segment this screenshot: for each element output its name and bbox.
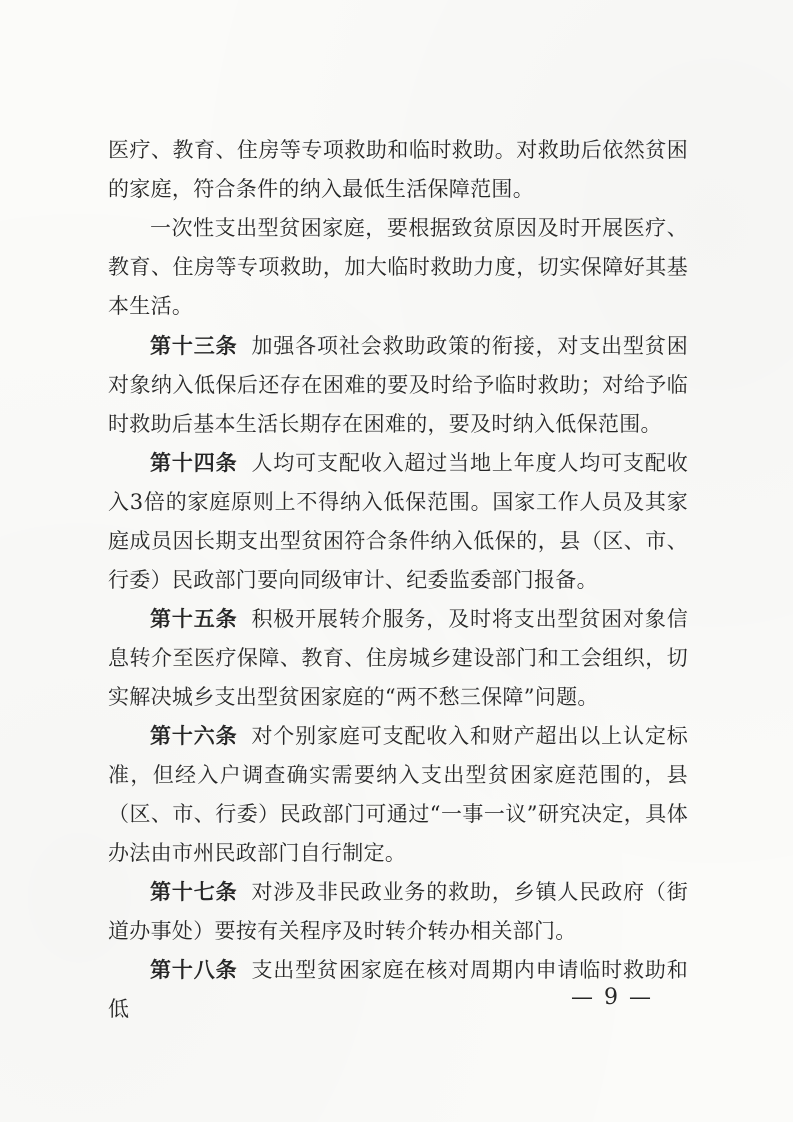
article-number: 第十四条	[150, 450, 238, 475]
article-text: 对个别家庭可支配收入和财产超出以上认定标准，但经入户调查确实需要纳入支出型贫困家庭范围的，县（区、市、行委）民政部门可通过“一事一议”研究决定，具体办法由市州民政部门自行制定。	[108, 724, 689, 865]
article-text: 加强各项社会救助政策的衔接，对支出型贫困对象纳入低保后还存在困难的要及时给予临时救助；对给予临时救助后基本生活长期存在困难的，要及时纳入低保范围。	[108, 334, 689, 436]
article-15	[108, 599, 688, 717]
paragraph-one-time-expense	[108, 209, 688, 326]
article-number: 第十五条	[150, 606, 238, 631]
article-text: 积极开展转介服务，及时将支出型贫困对象信息转介至医疗保障、教育、住房城乡建设部门和工会组织，切实解决城乡支出型贫困家庭的“两不愁三保障”问题。	[108, 607, 689, 709]
article-13	[108, 326, 688, 444]
article-16	[108, 716, 688, 873]
paragraph-text: 医疗、教育、住房等专项救助和临时救助。对救助后依然贫困的家庭，符合条件的纳入最低生活保障范围。	[108, 138, 688, 201]
article-number: 第十三条	[150, 333, 238, 358]
article-14	[108, 443, 688, 600]
article-text: 支出型贫困家庭在核对周期内申请临时救助和低	[108, 958, 689, 1021]
article-text: 对涉及非民政业务的救助，乡镇人民政府（街道办事处）要按有关程序及时转介转办相关部门。	[108, 880, 689, 943]
article-number: 第十七条	[150, 879, 238, 904]
article-number: 第十八条	[150, 957, 238, 982]
page-number: — 9 —	[571, 985, 653, 1010]
paragraph-text: 一次性支出型贫困家庭，要根据致贫原因及时开展医疗、教育、住房等专项救助，加大临时救助力度，切实保障好其基本生活。	[108, 216, 688, 318]
paragraph-continuation	[108, 131, 688, 209]
article-text: 人均可支配收入超过当地上年度人均可支配收入3倍的家庭原则上不得纳入低保范围。国家工作人员及其家庭成员因长期支出型贫困符合条件纳入低保的，县（区、市、行委）民政部门要向同级审计、纪委监委部门报备。	[108, 451, 689, 592]
article-17	[108, 872, 688, 951]
article-number: 第十六条	[150, 723, 238, 748]
